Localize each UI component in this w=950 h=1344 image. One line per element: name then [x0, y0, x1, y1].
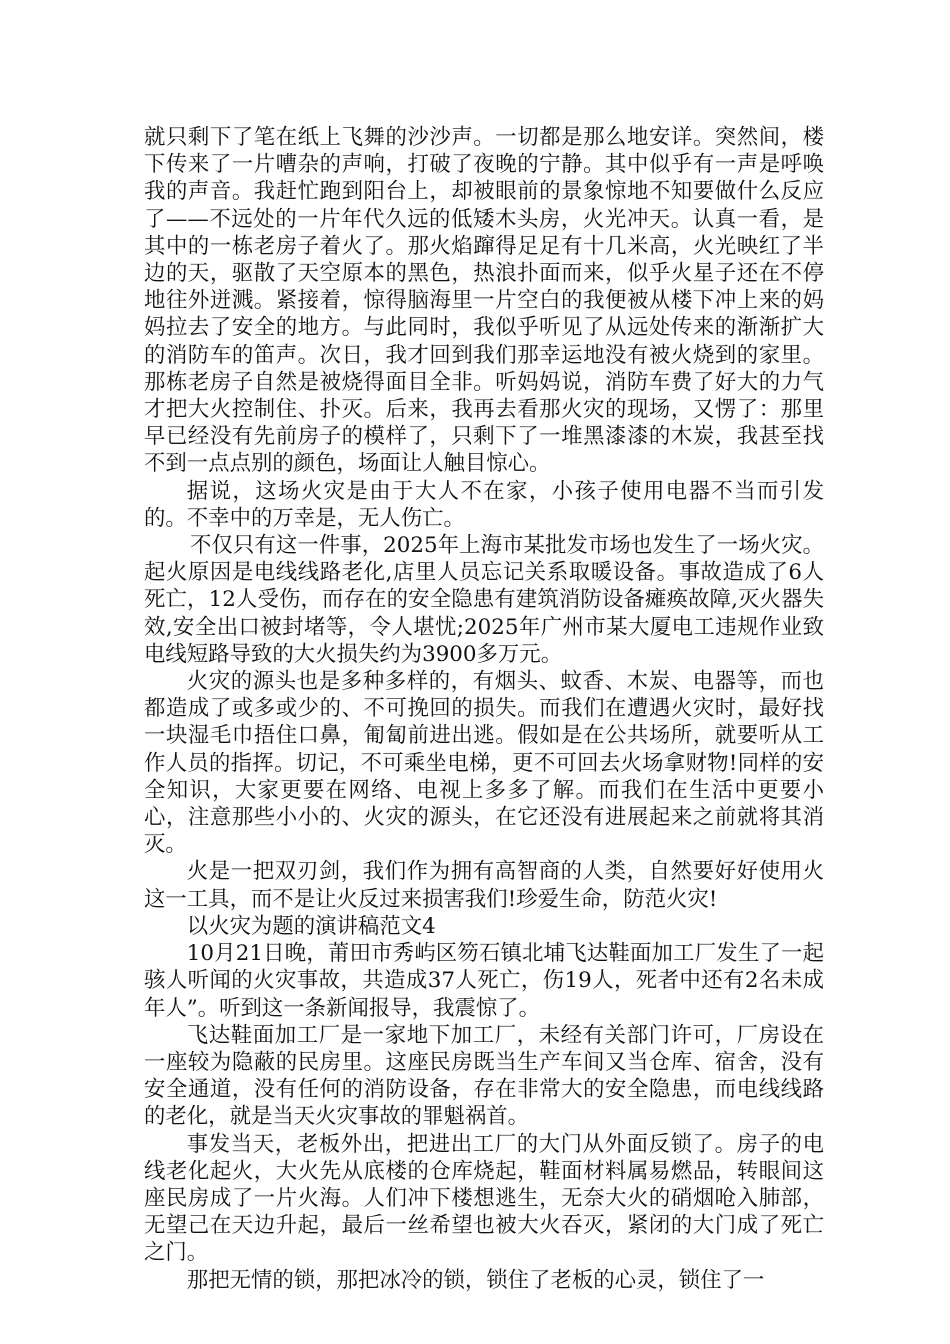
paragraph-fire-cause: 据说，这场火灾是由于大人不在家，小孩子使用电器不当而引发的。不幸中的万幸是，无人伤亡。 — [144, 478, 824, 531]
paragraph-locked-door: 那把无情的锁，那把冰冷的锁，锁住了老板的心灵，锁住了一 — [186, 1267, 765, 1293]
paragraph-putian-news: 10月21日晚，莆田市秀屿区笏石镇北埔飞达鞋面加工厂发生了一起骇人听闻的火灾事故，共造成37人死亡，伤19人，死者中还有2名未成年人”。听到这一条新闻报导，我震惊了。 — [144, 941, 824, 1021]
section-heading: 以火灾为题的演讲稿范文4 — [186, 913, 436, 939]
paragraph-fire-sources: 火灾的源头也是多种多样的，有烟头、蚊香、木炭、电器等，而也都造成了或多或少的、不可挽回的损失。而我们在遭遇火灾时，最好找一块湿毛巾捂住口鼻，匍匐前进出逃。假如是在公共场所，就要听从工作人员的指挥。切记，不可乘坐电梯，更不可回去火场拿财物!同样的安全知识，大家更要在网络、电视上多多了解。而我们在生活中更要小心，注意那些小小的、火灾的源头，在它还没有进展起来之前就将其消灭。 — [144, 669, 824, 858]
paragraph-other-fires: 不仅只有这一件事，2025年上海市某批发市场也发生了一场火灾。起火原因是电线线路老化,店里人员忘记关系取暖设备。事故造成了6人死亡，12人受伤，而存在的安全隐患有建筑消防设备瘫痪故障,灭火器失效,安全出口被封堵等，令人堪忧;2025年广州市某大厦电工违规作业致电线短路导致的大火损失约为3900多万元。 — [144, 533, 824, 667]
paragraph-factory-description: 飞达鞋面加工厂是一家地下加工厂，未经有关部门许可，厂房设在一座较为隐蔽的民房里。这座民房既当生产车间又当仓库、宿舍，没有安全通道，没有任何的消防设备，存在非常大的安全隐患，而电线线路的老化，就是当天火灾事故的罪魁祸首。 — [144, 1022, 824, 1130]
paragraph-fire-story: 就只剩下了笔在纸上飞舞的沙沙声。一切都是那么地安详。突然间，楼下传来了一片嘈杂的声响，打破了夜晚的宁静。其中似乎有一声是呼唤我的声音。我赶忙跑到阳台上，却被眼前的景象惊地不知要做什么反应了——不远处的一片年代久远的低矮木头房，火光冲天。认真一看，是其中的一栋老房子着火了。那火焰蹿得足足有十几米高，火光映红了半边的天，驱散了天空原本的黑色，热浪扑面而来，似乎火星子还在不停地往外迸溅。紧接着，惊得脑海里一片空白的我便被从楼下冲上来的妈妈拉去了安全的地方。与此同时，我似乎听见了从远处传来的渐渐扩大的消防车的笛声。次日，我才回到我们那幸运地没有被火烧到的家里。那栋老房子自然是被烧得面目全非。听妈妈说，消防车费了好大的力气才把大火控制住、扑灭。后来，我再去看那火灾的现场，又愣了：那里早已经没有先前房子的模样了，只剩下了一堆黑漆漆的木炭，我甚至找不到一点点别的颜色，场面让人触目惊心。 — [144, 125, 824, 477]
paragraph-double-edged-sword: 火是一把双刃剑，我们作为拥有高智商的人类，自然要好好使用火这一工具，而不是让火反过来损害我们!珍爱生命，防范火灾! — [144, 859, 824, 912]
paragraph-incident-day: 事发当天，老板外出，把进出工厂的大门从外面反锁了。房子的电线老化起火，大火先从底楼的仓库烧起，鞋面材料属易燃品，转眼间这座民房成了一片火海。人们冲下楼想逃生，无奈大火的硝烟呛入肺部，无望己在天边升起，最后一丝希望也被大火吞灭，紧闭的大门成了死亡之门。 — [144, 1131, 824, 1266]
document-page — [144, 124, 824, 1294]
